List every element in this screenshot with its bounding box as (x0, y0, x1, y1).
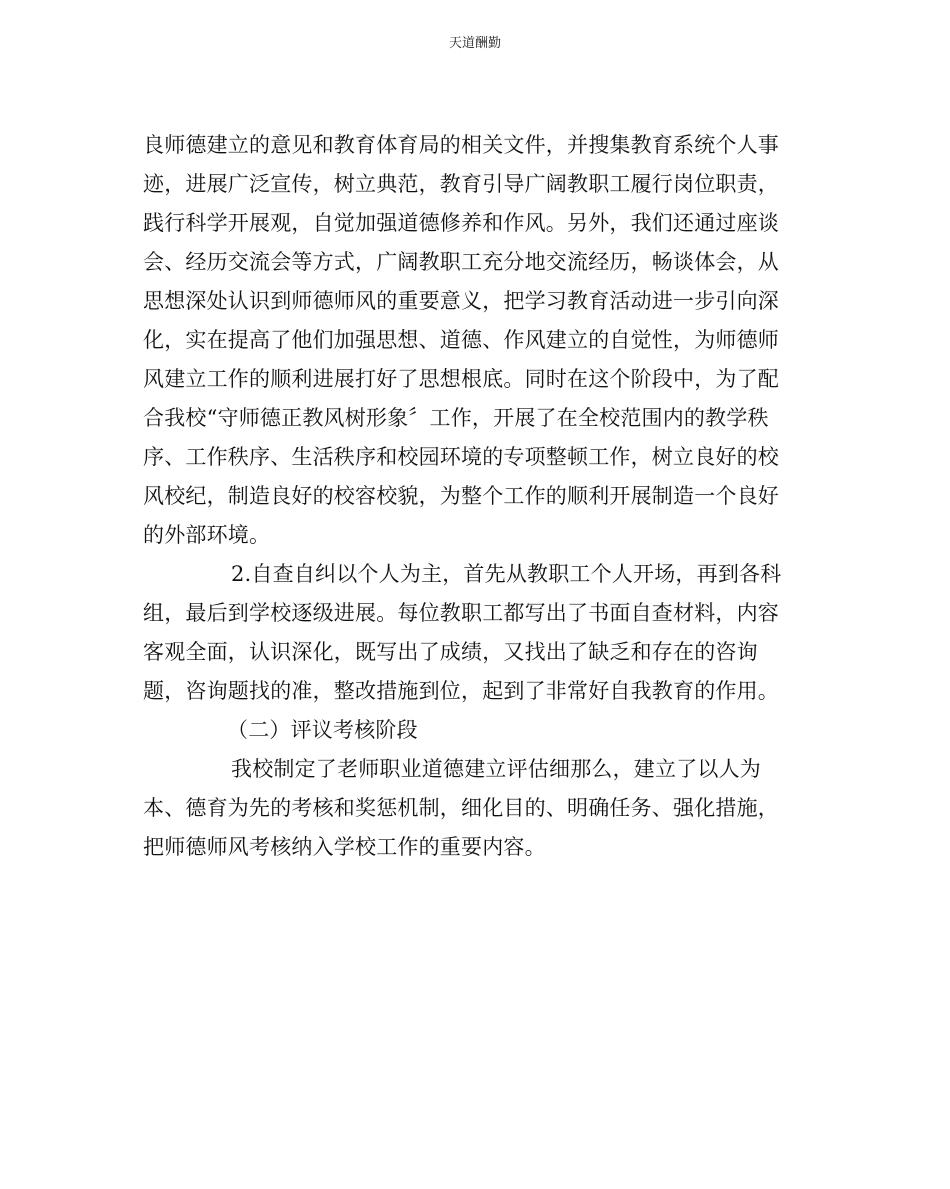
body-line: 化，实在提高了他们加强思想、道德、作风建立的自觉性，为师德师 (143, 328, 779, 352)
body-line: 本、德育为先的考核和奖惩机制，细化目的、明确任务、强化措施， (143, 796, 779, 820)
body-line: 良师德建立的意见和教育体育局的相关文件，并搜集教育系统个人事 (143, 133, 779, 157)
body-line: 组，最后到学校逐级进展。每位教职工都写出了书面自查材料，内容 (143, 601, 779, 625)
body-line: 风校纪，制造良好的校容校貌，为整个工作的顺利开展制造一个良好 (143, 484, 779, 508)
body-line: 把师德师风考核纳入学校工作的重要内容。 (143, 835, 546, 859)
page-header: 天道酬勤 (448, 36, 501, 51)
body-line: 迹，进展广泛宣传，树立典范，教育引导广阔教职工履行岗位职责， (143, 172, 779, 196)
body-line: 序、工作秩序、生活秩序和校园环境的专项整顿工作，树立良好的校 (143, 445, 779, 469)
section-heading: （二）评议考核阶段 (227, 718, 418, 742)
body-line: 思想深处认识到师德师风的重要意义，把学习教育活动进一步引向深 (143, 289, 779, 313)
body-line: 践行科学开展观，自觉加强道德修养和作风。另外，我们还通过座谈 (143, 211, 779, 235)
body-line: 题，咨询题找的准，整改措施到位，起到了非常好自我教育的作用。 (143, 679, 779, 703)
paragraph-first-line: 2.自查自纠以个人为主，首先从教职工个人开场，再到各科 (231, 562, 782, 586)
body-line: 风建立工作的顺利进展打好了思想根底。同时在这个阶段中，为了配 (143, 367, 779, 391)
paragraph-first-line: 我校制定了老师职业道德建立评估细那么，建立了以人为 (231, 757, 761, 781)
body-line: 会、经历交流会等方式，广阔教职工充分地交流经历，畅谈体会，从 (143, 250, 779, 274)
body-line: 客观全面，认识深化，既写出了成绩，又找出了缺乏和存在的咨询 (143, 640, 758, 664)
body-line: 合我校“守师德正教风树形象〞工作，开展了在全校范围内的教学秩 (143, 406, 769, 430)
document-body (143, 126, 803, 867)
body-line: 的外部环境。 (143, 523, 271, 547)
